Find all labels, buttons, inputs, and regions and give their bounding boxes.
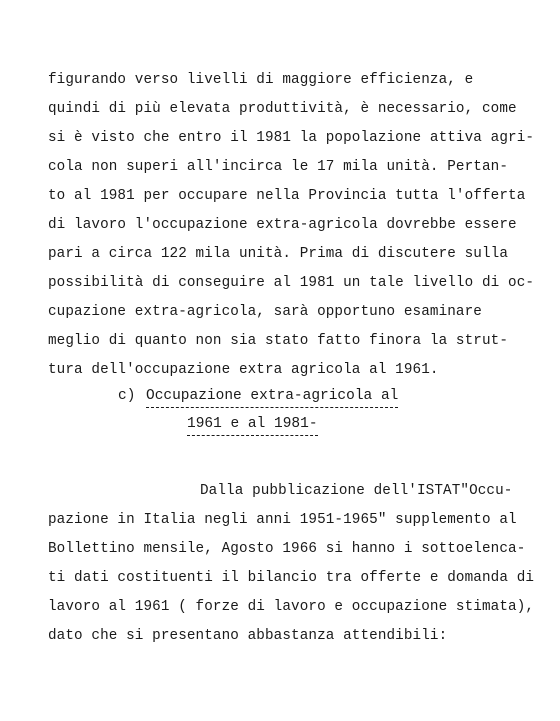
text-line: lavoro al 1961 ( forze di lavoro e occupazione stimata), [48, 599, 535, 615]
text-line: figurando verso livelli di maggiore efficienza, e [48, 72, 474, 88]
text-line: possibilità di conseguire al 1981 un tale livello di oc- [48, 275, 535, 291]
text-line: to al 1981 per occupare nella Provincia tutta l'offerta [48, 188, 526, 204]
text-line: pari a circa 122 mila unità. Prima di discutere sulla [48, 246, 509, 262]
text-line: si è visto che entro il 1981 la popolazione attiva agri- [48, 130, 535, 146]
text-line: tura dell'occupazione extra agricola al 1961. [48, 362, 439, 378]
section-title-line-2: 1961 e al 1981- [187, 415, 318, 436]
text-line: di lavoro l'occupazione extra-agricola dovrebbe essere [48, 217, 517, 233]
text-line: quindi di più elevata produttività, è necessario, come [48, 101, 517, 117]
section-marker: c) [118, 388, 136, 404]
text-line: ti dati costituenti il bilancio tra offerte e domanda di [48, 570, 535, 586]
text-line: cola non superi all'incirca le 17 mila unità. Pertan- [48, 159, 509, 175]
text-line: dato che si presentano abbastanza attendibili: [48, 628, 448, 644]
text-line: Dalla pubblicazione dell'ISTAT"Occu- [200, 483, 513, 499]
section-title-line-1: Occupazione extra-agricola al [146, 387, 398, 408]
text-line: meglio di quanto non sia stato fatto finora la strut- [48, 333, 509, 349]
text-line: pazione in Italia negli anni 1951-1965" supplemento al [48, 512, 517, 528]
text-line: cupazione extra-agricola, sarà opportuno esaminare [48, 304, 482, 320]
text-line: Bollettino mensile, Agosto 1966 si hanno i sottoelenca- [48, 541, 526, 557]
